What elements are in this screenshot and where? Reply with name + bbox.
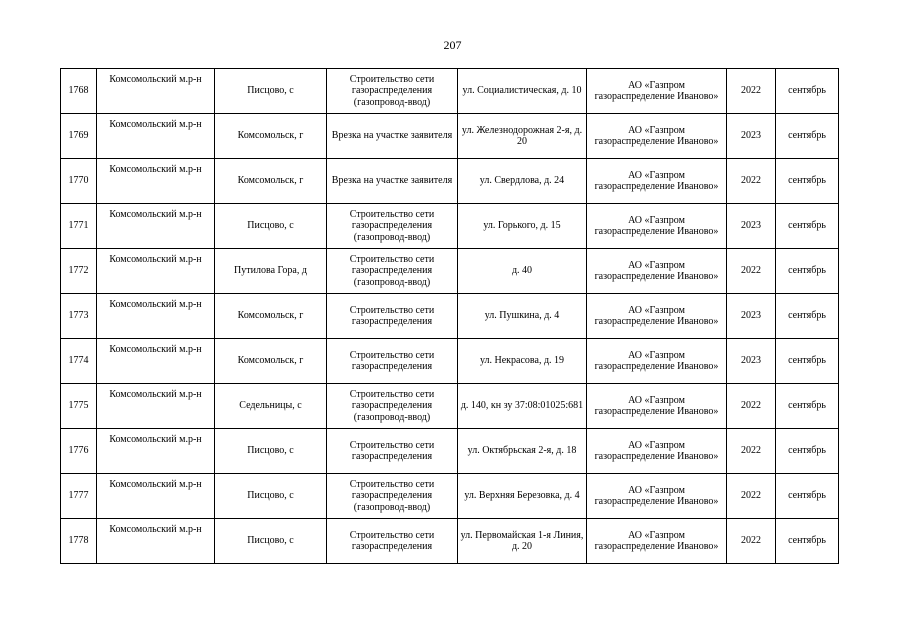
gasification-table — [60, 68, 839, 564]
row-number: 1771 — [61, 204, 97, 249]
month-cell: сентябрь — [776, 159, 839, 204]
organization-cell: АО «Газпром газораспределение Иваново» — [587, 339, 727, 384]
address-cell: д. 40 — [458, 249, 587, 294]
month-cell: сентябрь — [776, 69, 839, 114]
organization-cell: АО «Газпром газораспределение Иваново» — [587, 429, 727, 474]
work-type-cell: Строительство сети газораспределения (газопровод-ввод) — [327, 249, 458, 294]
district-cell: Комсомольский м.р-н — [97, 519, 215, 564]
district-cell: Комсомольский м.р-н — [97, 114, 215, 159]
settlement-cell: Писцово, с — [215, 69, 327, 114]
address-cell: ул. Верхняя Березовка, д. 4 — [458, 474, 587, 519]
table-row — [61, 249, 839, 294]
row-number: 1769 — [61, 114, 97, 159]
month-cell: сентябрь — [776, 384, 839, 429]
organization-cell: АО «Газпром газораспределение Иваново» — [587, 69, 727, 114]
year-cell: 2023 — [727, 114, 776, 159]
work-type-cell: Строительство сети газораспределения — [327, 519, 458, 564]
settlement-cell: Писцово, с — [215, 429, 327, 474]
organization-cell: АО «Газпром газораспределение Иваново» — [587, 294, 727, 339]
row-number: 1775 — [61, 384, 97, 429]
year-cell: 2022 — [727, 69, 776, 114]
work-type-cell: Врезка на участке заявителя — [327, 114, 458, 159]
settlement-cell: Седельницы, с — [215, 384, 327, 429]
work-type-cell: Строительство сети газораспределения (газопровод-ввод) — [327, 69, 458, 114]
table-row — [61, 474, 839, 519]
settlement-cell: Комсомольск, г — [215, 294, 327, 339]
settlement-cell: Писцово, с — [215, 204, 327, 249]
address-cell: ул. Некрасова, д. 19 — [458, 339, 587, 384]
table-row — [61, 69, 839, 114]
month-cell: сентябрь — [776, 294, 839, 339]
table-row — [61, 294, 839, 339]
table-row — [61, 204, 839, 249]
work-type-cell: Строительство сети газораспределения — [327, 339, 458, 384]
address-cell: ул. Пушкина, д. 4 — [458, 294, 587, 339]
row-number: 1768 — [61, 69, 97, 114]
year-cell: 2022 — [727, 474, 776, 519]
settlement-cell: Писцово, с — [215, 519, 327, 564]
address-cell: ул. Свердлова, д. 24 — [458, 159, 587, 204]
organization-cell: АО «Газпром газораспределение Иваново» — [587, 474, 727, 519]
district-cell: Комсомольский м.р-н — [97, 474, 215, 519]
month-cell: сентябрь — [776, 339, 839, 384]
organization-cell: АО «Газпром газораспределение Иваново» — [587, 204, 727, 249]
table-row — [61, 339, 839, 384]
row-number: 1778 — [61, 519, 97, 564]
organization-cell: АО «Газпром газораспределение Иваново» — [587, 249, 727, 294]
month-cell: сентябрь — [776, 204, 839, 249]
district-cell: Комсомольский м.р-н — [97, 294, 215, 339]
settlement-cell: Комсомольск, г — [215, 339, 327, 384]
settlement-cell: Комсомольск, г — [215, 159, 327, 204]
settlement-cell: Путилова Гора, д — [215, 249, 327, 294]
row-number: 1777 — [61, 474, 97, 519]
table-row — [61, 429, 839, 474]
row-number: 1773 — [61, 294, 97, 339]
work-type-cell: Строительство сети газораспределения — [327, 294, 458, 339]
year-cell: 2022 — [727, 429, 776, 474]
district-cell: Комсомольский м.р-н — [97, 384, 215, 429]
address-cell: д. 140, кн зу 37:08:01025:681 — [458, 384, 587, 429]
organization-cell: АО «Газпром газораспределение Иваново» — [587, 519, 727, 564]
work-type-cell: Строительство сети газораспределения (газопровод-ввод) — [327, 474, 458, 519]
work-type-cell: Строительство сети газораспределения — [327, 429, 458, 474]
settlement-cell: Комсомольск, г — [215, 114, 327, 159]
address-cell: ул. Железнодорожная 2-я, д. 20 — [458, 114, 587, 159]
row-number: 1770 — [61, 159, 97, 204]
year-cell: 2022 — [727, 384, 776, 429]
organization-cell: АО «Газпром газораспределение Иваново» — [587, 384, 727, 429]
month-cell: сентябрь — [776, 114, 839, 159]
row-number: 1776 — [61, 429, 97, 474]
table-row — [61, 159, 839, 204]
month-cell: сентябрь — [776, 519, 839, 564]
row-number: 1774 — [61, 339, 97, 384]
district-cell: Комсомольский м.р-н — [97, 429, 215, 474]
year-cell: 2023 — [727, 294, 776, 339]
address-cell: ул. Социалистическая, д. 10 — [458, 69, 587, 114]
work-type-cell: Строительство сети газораспределения (газопровод-ввод) — [327, 384, 458, 429]
address-cell: ул. Горького, д. 15 — [458, 204, 587, 249]
year-cell: 2023 — [727, 204, 776, 249]
table-row — [61, 114, 839, 159]
work-type-cell: Врезка на участке заявителя — [327, 159, 458, 204]
year-cell: 2022 — [727, 159, 776, 204]
address-cell: ул. Первомайская 1-я Линия, д. 20 — [458, 519, 587, 564]
district-cell: Комсомольский м.р-н — [97, 204, 215, 249]
table-row — [61, 384, 839, 429]
district-cell: Комсомольский м.р-н — [97, 249, 215, 294]
organization-cell: АО «Газпром газораспределение Иваново» — [587, 114, 727, 159]
year-cell: 2023 — [727, 339, 776, 384]
year-cell: 2022 — [727, 249, 776, 294]
page-number: 207 — [443, 38, 462, 52]
organization-cell: АО «Газпром газораспределение Иваново» — [587, 159, 727, 204]
district-cell: Комсомольский м.р-н — [97, 159, 215, 204]
year-cell: 2022 — [727, 519, 776, 564]
month-cell: сентябрь — [776, 474, 839, 519]
row-number: 1772 — [61, 249, 97, 294]
month-cell: сентябрь — [776, 249, 839, 294]
address-cell: ул. Октябрьская 2-я, д. 18 — [458, 429, 587, 474]
settlement-cell: Писцово, с — [215, 474, 327, 519]
table-row — [61, 519, 839, 564]
district-cell: Комсомольский м.р-н — [97, 69, 215, 114]
month-cell: сентябрь — [776, 429, 839, 474]
district-cell: Комсомольский м.р-н — [97, 339, 215, 384]
work-type-cell: Строительство сети газораспределения (газопровод-ввод) — [327, 204, 458, 249]
